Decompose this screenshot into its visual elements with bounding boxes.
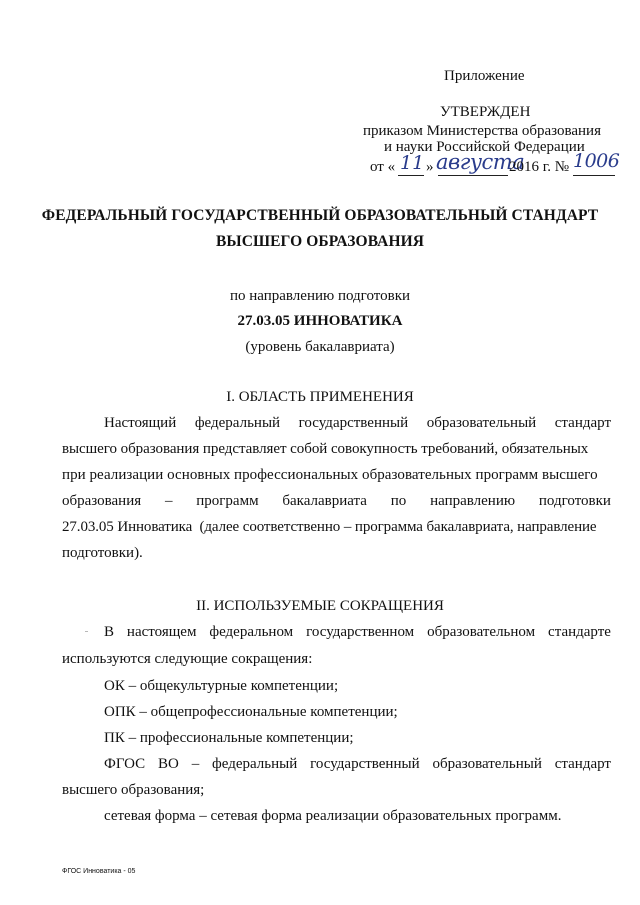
appendix-label: Приложение xyxy=(444,68,525,84)
word: государственном xyxy=(306,624,415,640)
section-2-intro-line-1 xyxy=(104,623,611,641)
word: программ xyxy=(196,493,259,509)
abbreviation-item-fgos-line-1 xyxy=(104,755,611,773)
date-month-handwritten: августа xyxy=(436,150,525,174)
date-day-handwritten: 11 xyxy=(400,152,425,174)
document-title-line-1: ФЕДЕРАЛЬНЫЙ ГОСУДАРСТВЕННЫЙ ОБРАЗОВАТЕЛЬНЫЙ СТАНДАРТ xyxy=(41,207,599,224)
word: стандарт xyxy=(554,756,611,772)
approved-label: УТВЕРЖДЕН xyxy=(440,104,531,120)
word: подготовки xyxy=(538,493,611,509)
word: стандарт xyxy=(554,415,611,431)
order-line-2: и науки Российской Федерации xyxy=(384,139,585,155)
word: образовательный xyxy=(426,415,537,431)
date-year: 2016 г. № xyxy=(509,159,570,175)
abbreviation-item-network-form: сетевая форма – сетевая форма реализации образовательных программ. xyxy=(104,808,562,824)
date-number-handwritten: 1006 xyxy=(573,150,620,172)
date-month-underline xyxy=(438,175,508,176)
order-line-1: приказом Министерства образования xyxy=(363,123,601,139)
word: – xyxy=(191,756,200,772)
word: стандарте xyxy=(548,624,611,640)
date-mid: » xyxy=(426,159,434,175)
page-footer: ФГОС Инноватика - 05 xyxy=(62,868,136,875)
section-1-line-2: высшего образования представляет собой совокупность требований, обязательных xyxy=(62,441,589,457)
section-1-line-5: 27.03.05 Инноватика (далее соответственно – программа бакалавриата, направление xyxy=(62,519,597,535)
section-2-heading: II. ИСПОЛЬЗУЕМЫЕ СОКРАЩЕНИЯ xyxy=(196,598,444,614)
section-1-line-6: подготовки). xyxy=(62,545,143,561)
section-1-line-1 xyxy=(104,414,611,432)
section-1-line-3: при реализации основных профессиональных образовательных программ высшего xyxy=(62,467,598,483)
date-prefix: от « xyxy=(370,159,396,175)
word: федеральный xyxy=(194,415,281,431)
word: настоящем xyxy=(126,624,197,640)
section-1-heading: I. ОБЛАСТЬ ПРИМЕНЕНИЯ xyxy=(226,389,414,405)
word: государственный xyxy=(310,756,420,772)
word: федеральный xyxy=(212,756,298,772)
word: государственный xyxy=(298,415,409,431)
word: Настоящий xyxy=(104,415,177,431)
abbreviation-item-ok: ОК – общекультурные компетенции; xyxy=(104,678,339,694)
word: бакалавриата xyxy=(282,493,367,509)
abbreviation-item-pk: ПК – профессиональные компетенции; xyxy=(104,730,354,746)
word: – xyxy=(164,493,173,509)
section-2-intro-line-2: используются следующие сокращения: xyxy=(62,651,313,667)
direction-label: по направлению подготовки xyxy=(229,288,411,304)
word: по xyxy=(390,493,407,509)
word: ФГОС xyxy=(104,756,146,772)
word: ВО xyxy=(158,756,179,772)
date-day-underline xyxy=(398,175,424,176)
date-number-underline xyxy=(573,175,615,176)
direction-code: 27.03.05 ИННОВАТИКА xyxy=(237,313,403,329)
word: образовательном xyxy=(427,624,536,640)
abbreviation-item-opk: ОПК – общепрофессиональные компетенции; xyxy=(104,704,398,720)
word: образовательный xyxy=(432,756,542,772)
section-1-line-4 xyxy=(62,492,611,510)
document-title-line-2: ВЫСШЕГО ОБРАЗОВАНИЯ xyxy=(215,233,425,250)
word: образования xyxy=(62,493,142,509)
word: направлению xyxy=(430,493,516,509)
word: федеральном xyxy=(209,624,294,640)
word: В xyxy=(104,624,115,640)
abbreviation-item-fgos-line-2: высшего образования; xyxy=(62,782,205,798)
education-level: (уровень бакалавриата) xyxy=(245,339,395,355)
scan-mark xyxy=(85,631,88,632)
